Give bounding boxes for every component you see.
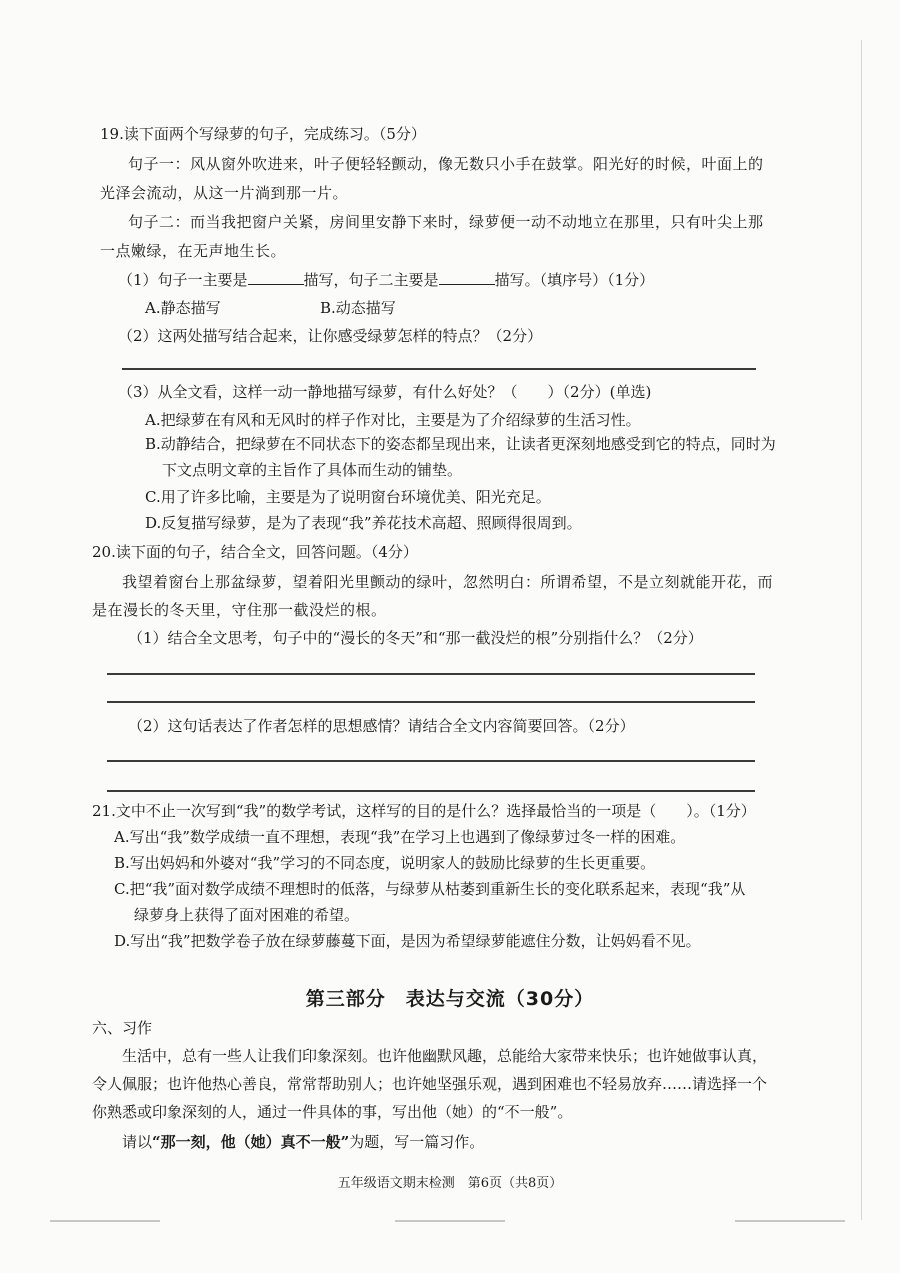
q19-part1-blank1[interactable]	[248, 270, 304, 285]
q19-part1-option-a: A.静态描写	[145, 299, 221, 317]
q19-part3-option-c: C.用了许多比喻，主要是为了说明窗台环境优美、阳光充足。	[145, 488, 551, 506]
q19-part2-answer-line[interactable]	[122, 368, 756, 370]
part3-prompt-line3: 你熟悉或印象深刻的人，通过一件具体的事，写出他（她）的“不一般”。	[92, 1103, 573, 1121]
page-edge	[861, 40, 862, 1220]
q21-option-a: A.写出“我”数学成绩一直不理想，表现“我”在学习上也遇到了像绿萝过冬一样的困难。	[114, 828, 686, 846]
q19-sentence1-line2: 光泽会流动，从这一片淌到那一片。	[100, 184, 349, 202]
q19-part1-option-b: B.动态描写	[320, 299, 396, 317]
q21-option-c-line1: C.把“我”面对数学成绩不理想时的低落，与绿萝从枯萎到重新生长的变化联系起来，表现“我”从	[114, 880, 746, 898]
q21-title: 21.文中不止一次写到“我”的数学考试，这样写的目的是什么？选择最恰当的一项是（ ）。（1分）	[92, 802, 756, 820]
q20-part1-answer-line2[interactable]	[107, 701, 755, 703]
q19-part3: （3）从全文看，这样一动一静地描写绿萝，有什么好处？（ ）（2分）(单选)	[118, 383, 652, 401]
q20-part2-answer-line2[interactable]	[107, 790, 755, 792]
q19-part3-option-b-line1: B.动静结合，把绿萝在不同状态下的姿态都呈现出来，让读者更深刻地感受到它的特点，同时为	[145, 435, 776, 453]
q20-part1-answer-line1[interactable]	[107, 673, 755, 675]
q19-sentence2-line2: 一点嫩绿，在无声地生长。	[100, 242, 287, 260]
q20-part2-answer-line1[interactable]	[107, 760, 755, 762]
q19-sentence1-line1: 句子一：风从窗外吹进来，叶子便轻轻颤动，像无数只小手在鼓掌。阳光好的时候，叶面上的	[128, 155, 764, 173]
part3-instruction	[122, 1132, 484, 1152]
part3-subtitle: 六、习作	[92, 1019, 153, 1037]
q20-quote-line2: 是在漫长的冬天里，守住那一截没烂的根。	[92, 601, 387, 619]
q19-part1	[118, 270, 654, 290]
q19-part3-option-a: A.把绿萝在有风和无风时的样子作对比，主要是为了介绍绿萝的生活习性。	[145, 411, 641, 429]
q19-part1-text-c: 描写。（填序号）（1分）	[494, 271, 655, 289]
q21-option-d: D.写出“我”把数学卷子放在绿萝藤蔓下面，是因为希望绿萝能遮住分数，让妈妈看不见。	[114, 932, 701, 950]
scan-artifact	[50, 1220, 160, 1222]
part3-prompt-line2: 令人佩服；也许他热心善良，常常帮助别人；也许她坚强乐观，遇到困难也不轻易放弃……请选择一个	[92, 1075, 768, 1093]
q20-title: 20.读下面的句子，结合全文，回答问题。（4分）	[92, 543, 418, 561]
q19-sentence2-line1: 句子二：而当我把窗户关紧，房间里安静下来时，绿萝便一动不动地立在那里，只有叶尖上那	[128, 213, 764, 231]
part3-essay-title: “那一刻，他（她）真不一般”	[152, 1133, 350, 1151]
q21-option-b: B.写出妈妈和外婆对“我”学习的不同态度，说明家人的鼓励比绿萝的生长更重要。	[114, 854, 656, 872]
part3-instruction-pre: 请以	[122, 1133, 153, 1151]
part3-prompt-line1: 生活中，总有一些人让我们印象深刻。也许他幽默风趣，总能给大家带来快乐；也许她做事认真，	[122, 1047, 768, 1065]
q20-quote-line1: 我望着窗台上那盆绿萝，望着阳光里颤动的绿叶，忽然明白：所谓希望，不是立刻就能开花，而	[122, 573, 774, 591]
q19-part1-text-b: 描写，句子二主要是	[303, 271, 439, 289]
part3-title: 第三部分 表达与交流（30分）	[305, 988, 595, 1010]
scan-artifact	[395, 1220, 505, 1222]
q20-part2: （2）这句话表达了作者怎样的思想感情？请结合全文内容简要回答。（2分）	[128, 717, 635, 735]
q19-part2: （2）这两处描写结合起来，让你感受绿萝怎样的特点？（2分）	[118, 327, 543, 345]
page-footer: 五年级语文期末检测 第6页（共8页）	[337, 1176, 563, 1191]
q19-part3-option-d: D.反复描写绿萝，是为了表现“我”养花技术高超、照顾得很周到。	[145, 514, 582, 532]
q19-title: 19.读下面两个写绿萝的句子，完成练习。（5分）	[100, 125, 426, 143]
scan-artifact	[735, 1220, 845, 1222]
q19-part1-text-a: （1）句子一主要是	[118, 271, 248, 289]
q19-part1-blank2[interactable]	[439, 270, 495, 285]
part3-instruction-post: 为题，写一篇习作。	[349, 1133, 485, 1151]
q19-part3-option-b-line2: 下文点明文章的主旨作了具体而生动的铺垫。	[162, 461, 463, 479]
q21-option-c-line2: 绿萝身上获得了面对困难的希望。	[134, 906, 360, 924]
q20-part1: （1）结合全文思考，句子中的“漫长的冬天”和“那一截没烂的根”分别指什么？（2分）	[128, 629, 703, 647]
